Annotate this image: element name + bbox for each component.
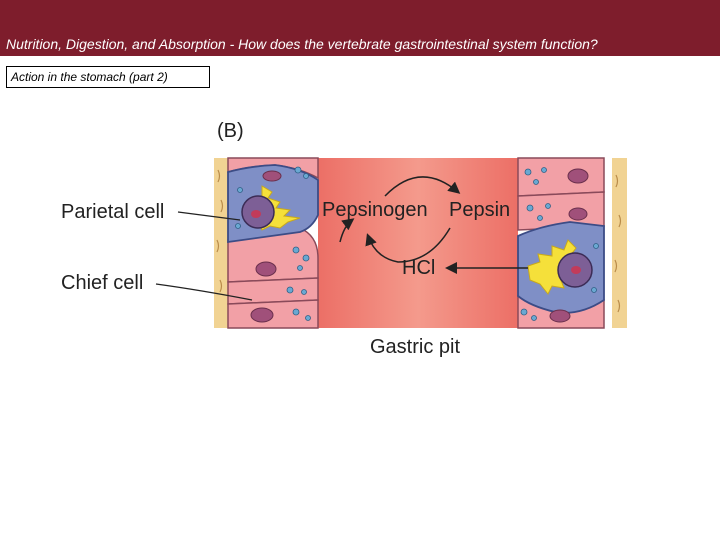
right-epithelium [518, 158, 604, 328]
chief-nucleus-left-2 [251, 308, 273, 322]
chief-nucleus-right-2 [569, 208, 587, 220]
parietal-cell-label: Parietal cell [61, 201, 165, 223]
slide-title: Nutrition, Digestion, and Absorption - How does the vertebrate gastrointestinal system function? [6, 36, 598, 52]
panel-label: (B) [217, 120, 244, 142]
pepsin-label: Pepsin [449, 199, 511, 221]
hcl-label: HCl [402, 257, 436, 279]
slide-subtitle-box: Action in the stomach (part 2) [6, 66, 210, 88]
gastric-pit-lumen [318, 158, 518, 328]
chief-nucleus-right-3 [550, 310, 570, 322]
left-epithelium [228, 158, 318, 328]
gastric-pit-label: Gastric pit [370, 336, 461, 358]
chief-cell-label: Chief cell [61, 272, 144, 294]
pepsinogen-label: Pepsinogen [322, 199, 428, 221]
tissue-left [214, 158, 228, 328]
chief-cell-right-1 [518, 158, 604, 196]
chief-nucleus-left-1 [256, 262, 276, 276]
chief-nucleus-right-1 [568, 169, 588, 183]
